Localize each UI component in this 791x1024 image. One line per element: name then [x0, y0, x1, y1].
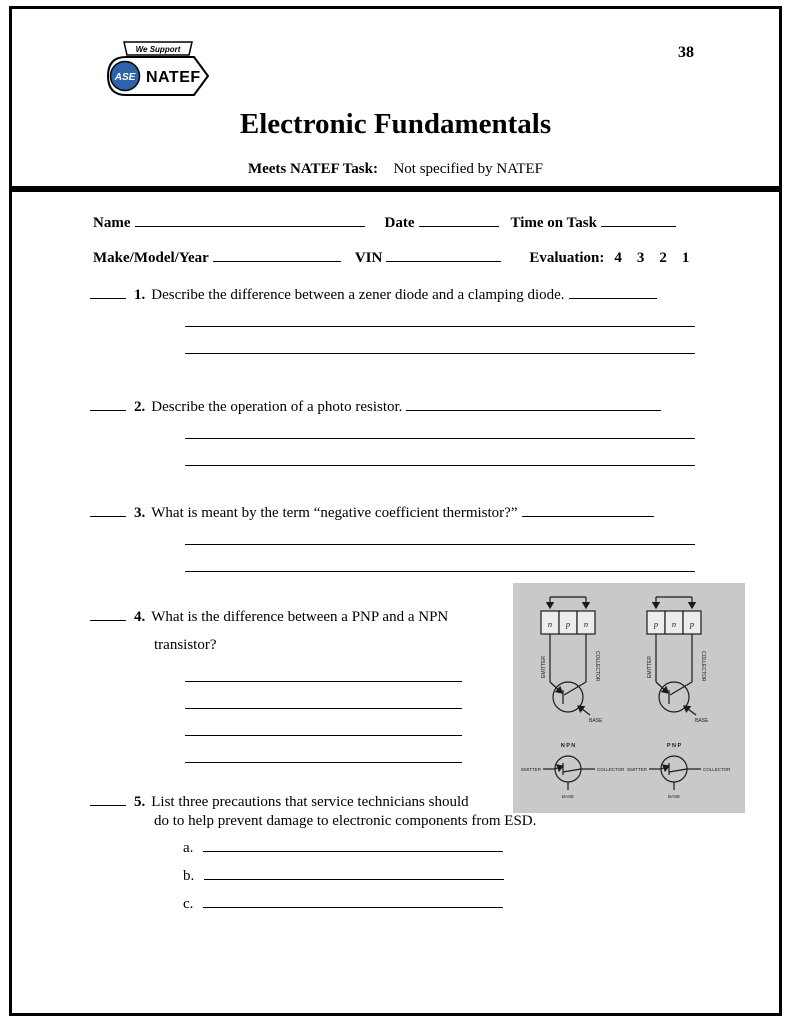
q3-trailing-blank [522, 505, 654, 517]
date-blank [419, 215, 499, 227]
base-label: BASE [561, 794, 575, 799]
q4-text-line2: transistor? [154, 637, 217, 653]
natef-logo [92, 40, 220, 104]
q4-score-blank [90, 609, 126, 621]
junction-letter: n [583, 619, 589, 629]
natef-logo-text: NATEF [146, 69, 201, 86]
divider-rule [12, 186, 779, 192]
q5-text-line2: do to help prevent damage to electronic components from ESD. [154, 813, 537, 829]
collector-label: COLLECTOR [597, 767, 625, 772]
q3-score-blank [90, 505, 126, 517]
q5-item-c-blank [203, 896, 503, 908]
q1-trailing-blank [569, 287, 657, 299]
q5-item-c [183, 896, 503, 913]
evaluation-scale: 4 3 2 1 [614, 250, 690, 266]
junction-letter: p [565, 619, 571, 629]
q1-text: Describe the difference between a zener diode and a clamping diode. [151, 287, 565, 303]
name-label: Name [93, 215, 131, 231]
evaluation-label: Evaluation: [529, 250, 605, 266]
q1-answer-line [185, 326, 695, 327]
q2-answer-line [185, 465, 695, 466]
base-label: BASE [695, 718, 709, 724]
name-blank [135, 215, 365, 227]
make-model-year-label: Make/Model/Year [93, 250, 209, 266]
q5-item-b-label: b. [183, 868, 195, 884]
make-model-year-blank [213, 250, 341, 262]
question-1 [90, 287, 657, 304]
natef-task-value: Not specified by NATEF [393, 161, 544, 177]
question-2 [90, 399, 661, 416]
page-number: 38 [678, 44, 694, 61]
q2-score-blank [90, 399, 126, 411]
q3-text: What is meant by the term “negative coefficient thermistor?” [151, 505, 518, 521]
junction-letter: n [671, 619, 677, 629]
natef-task-label: Meets NATEF Task: [247, 161, 378, 177]
q2-answer-line [185, 438, 695, 439]
q1-number: 1. [134, 287, 146, 303]
q2-trailing-blank [406, 399, 661, 411]
date-label: Date [384, 215, 415, 231]
q4-answer-line [185, 708, 462, 709]
junction-letter: p [689, 619, 695, 629]
q4-answer-line [185, 762, 462, 763]
ase-logo-text: ASE [114, 72, 136, 83]
question-3 [90, 505, 654, 522]
junction-letter: p [653, 619, 659, 629]
base-label: BASE [589, 718, 603, 724]
transistor-diagram [513, 583, 745, 813]
emitter-label: EMITTER [647, 656, 653, 678]
base-label: BASE [667, 794, 681, 799]
q1-score-blank [90, 287, 126, 299]
natef-task-line [0, 161, 791, 178]
collector-label: COLLECTOR [700, 651, 706, 682]
q5-text-line1: List three precautions that service technicians should [151, 794, 469, 810]
q5-item-a-label: a. [183, 840, 194, 856]
q4-number: 4. [134, 609, 146, 625]
q5-number: 5. [134, 794, 146, 810]
q5-item-b-blank [204, 868, 504, 880]
question-5 [90, 794, 469, 811]
emitter-label: EMITTER [627, 767, 647, 772]
q5-item-b [183, 868, 504, 885]
page-title: Electronic Fundamentals [239, 108, 552, 140]
q3-answer-line [185, 544, 695, 545]
form-line-2 [93, 250, 689, 267]
collector-label: COLLECTOR [594, 651, 600, 682]
q1-answer-line [185, 353, 695, 354]
q3-number: 3. [134, 505, 146, 521]
emitter-label: EMITTER [521, 767, 541, 772]
q5-item-c-label: c. [183, 896, 194, 912]
vin-blank [386, 250, 501, 262]
q3-answer-line [185, 571, 695, 572]
logo-banner-text: We Support [135, 45, 181, 54]
q2-text: Describe the operation of a photo resistor. [151, 399, 403, 415]
q5-item-a-blank [203, 840, 503, 852]
pnp-label: P N P [666, 743, 682, 749]
collector-label: COLLECTOR [703, 767, 731, 772]
q4-answer-line [185, 681, 462, 682]
q4-text-line1: What is the difference between a PNP and a NPN [151, 609, 449, 625]
q5-score-blank [90, 794, 126, 806]
q2-number: 2. [134, 399, 146, 415]
q4-answer-line [185, 735, 462, 736]
emitter-label: EMITTER [541, 656, 547, 678]
form-line-1 [93, 215, 676, 232]
question-4 [90, 609, 448, 626]
vin-label: VIN [354, 250, 383, 266]
q5-item-a [183, 840, 503, 857]
time-on-task-blank [601, 215, 676, 227]
time-on-task-label: Time on Task [510, 215, 597, 231]
npn-label: N P N [560, 743, 576, 749]
junction-letter: n [547, 619, 553, 629]
